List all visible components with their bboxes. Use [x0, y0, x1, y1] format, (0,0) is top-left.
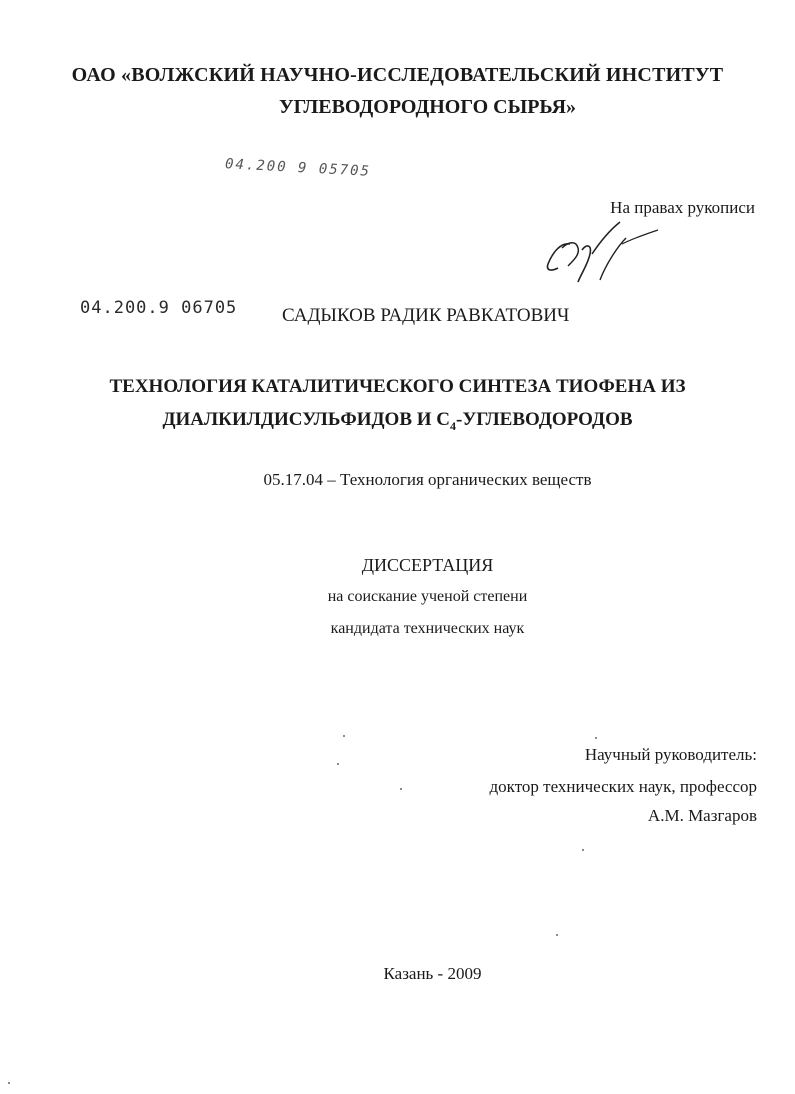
scan-speck	[343, 735, 345, 737]
scan-speck	[556, 934, 558, 936]
thesis-title-subscript: 4	[450, 418, 456, 433]
scan-speck	[582, 849, 584, 851]
specialty-code: 05.17.04 – Технология органических веществ	[263, 470, 592, 489]
author-signature	[530, 220, 670, 295]
work-purpose: на соискание ученой степени	[327, 588, 528, 605]
thesis-title-line-2-suffix: -УГЛЕВОДОРОДОВ	[456, 409, 633, 430]
scan-speck	[8, 1082, 10, 1084]
institute-name-line-1: ОАО «ВОЛЖСКИЙ НАУЧНО-ИССЛЕДОВАТЕЛЬСКИЙ ИНСТИТУТ	[71, 64, 724, 86]
signature-drawing	[530, 220, 670, 290]
work-kind: ДИССЕРТАЦИЯ	[361, 555, 494, 575]
scan-speck	[337, 763, 339, 765]
work-degree: кандидата технических наук	[330, 620, 525, 637]
scan-speck	[400, 788, 402, 790]
thesis-title-line-2-prefix: ДИАЛКИЛДИСУЛЬФИДОВ И С	[162, 409, 450, 430]
rights-note: На правах рукописи	[610, 198, 755, 217]
supervisor-degree: доктор технических наук, профессор	[489, 777, 757, 796]
thesis-title-line-2	[0, 409, 795, 434]
library-stamp-top: 04.200 9 05705	[224, 156, 372, 180]
institute-name-line-2: УГЛЕВОДОРОДНОГО СЫРЬЯ»	[278, 96, 577, 118]
scan-speck	[595, 737, 597, 739]
author-name: САДЫКОВ РАДИК РАВКАТОВИЧ	[282, 305, 570, 326]
library-stamp-left: 04.200.9 06705	[80, 298, 238, 318]
supervisor-label: Научный руководитель:	[584, 745, 757, 764]
thesis-title-line-1: ТЕХНОЛОГИЯ КАТАЛИТИЧЕСКОГО СИНТЕЗА ТИОФЕНА ИЗ	[109, 376, 686, 397]
supervisor-name: А.М. Мазгаров	[647, 806, 757, 825]
place-and-year: Казань - 2009	[383, 964, 482, 983]
